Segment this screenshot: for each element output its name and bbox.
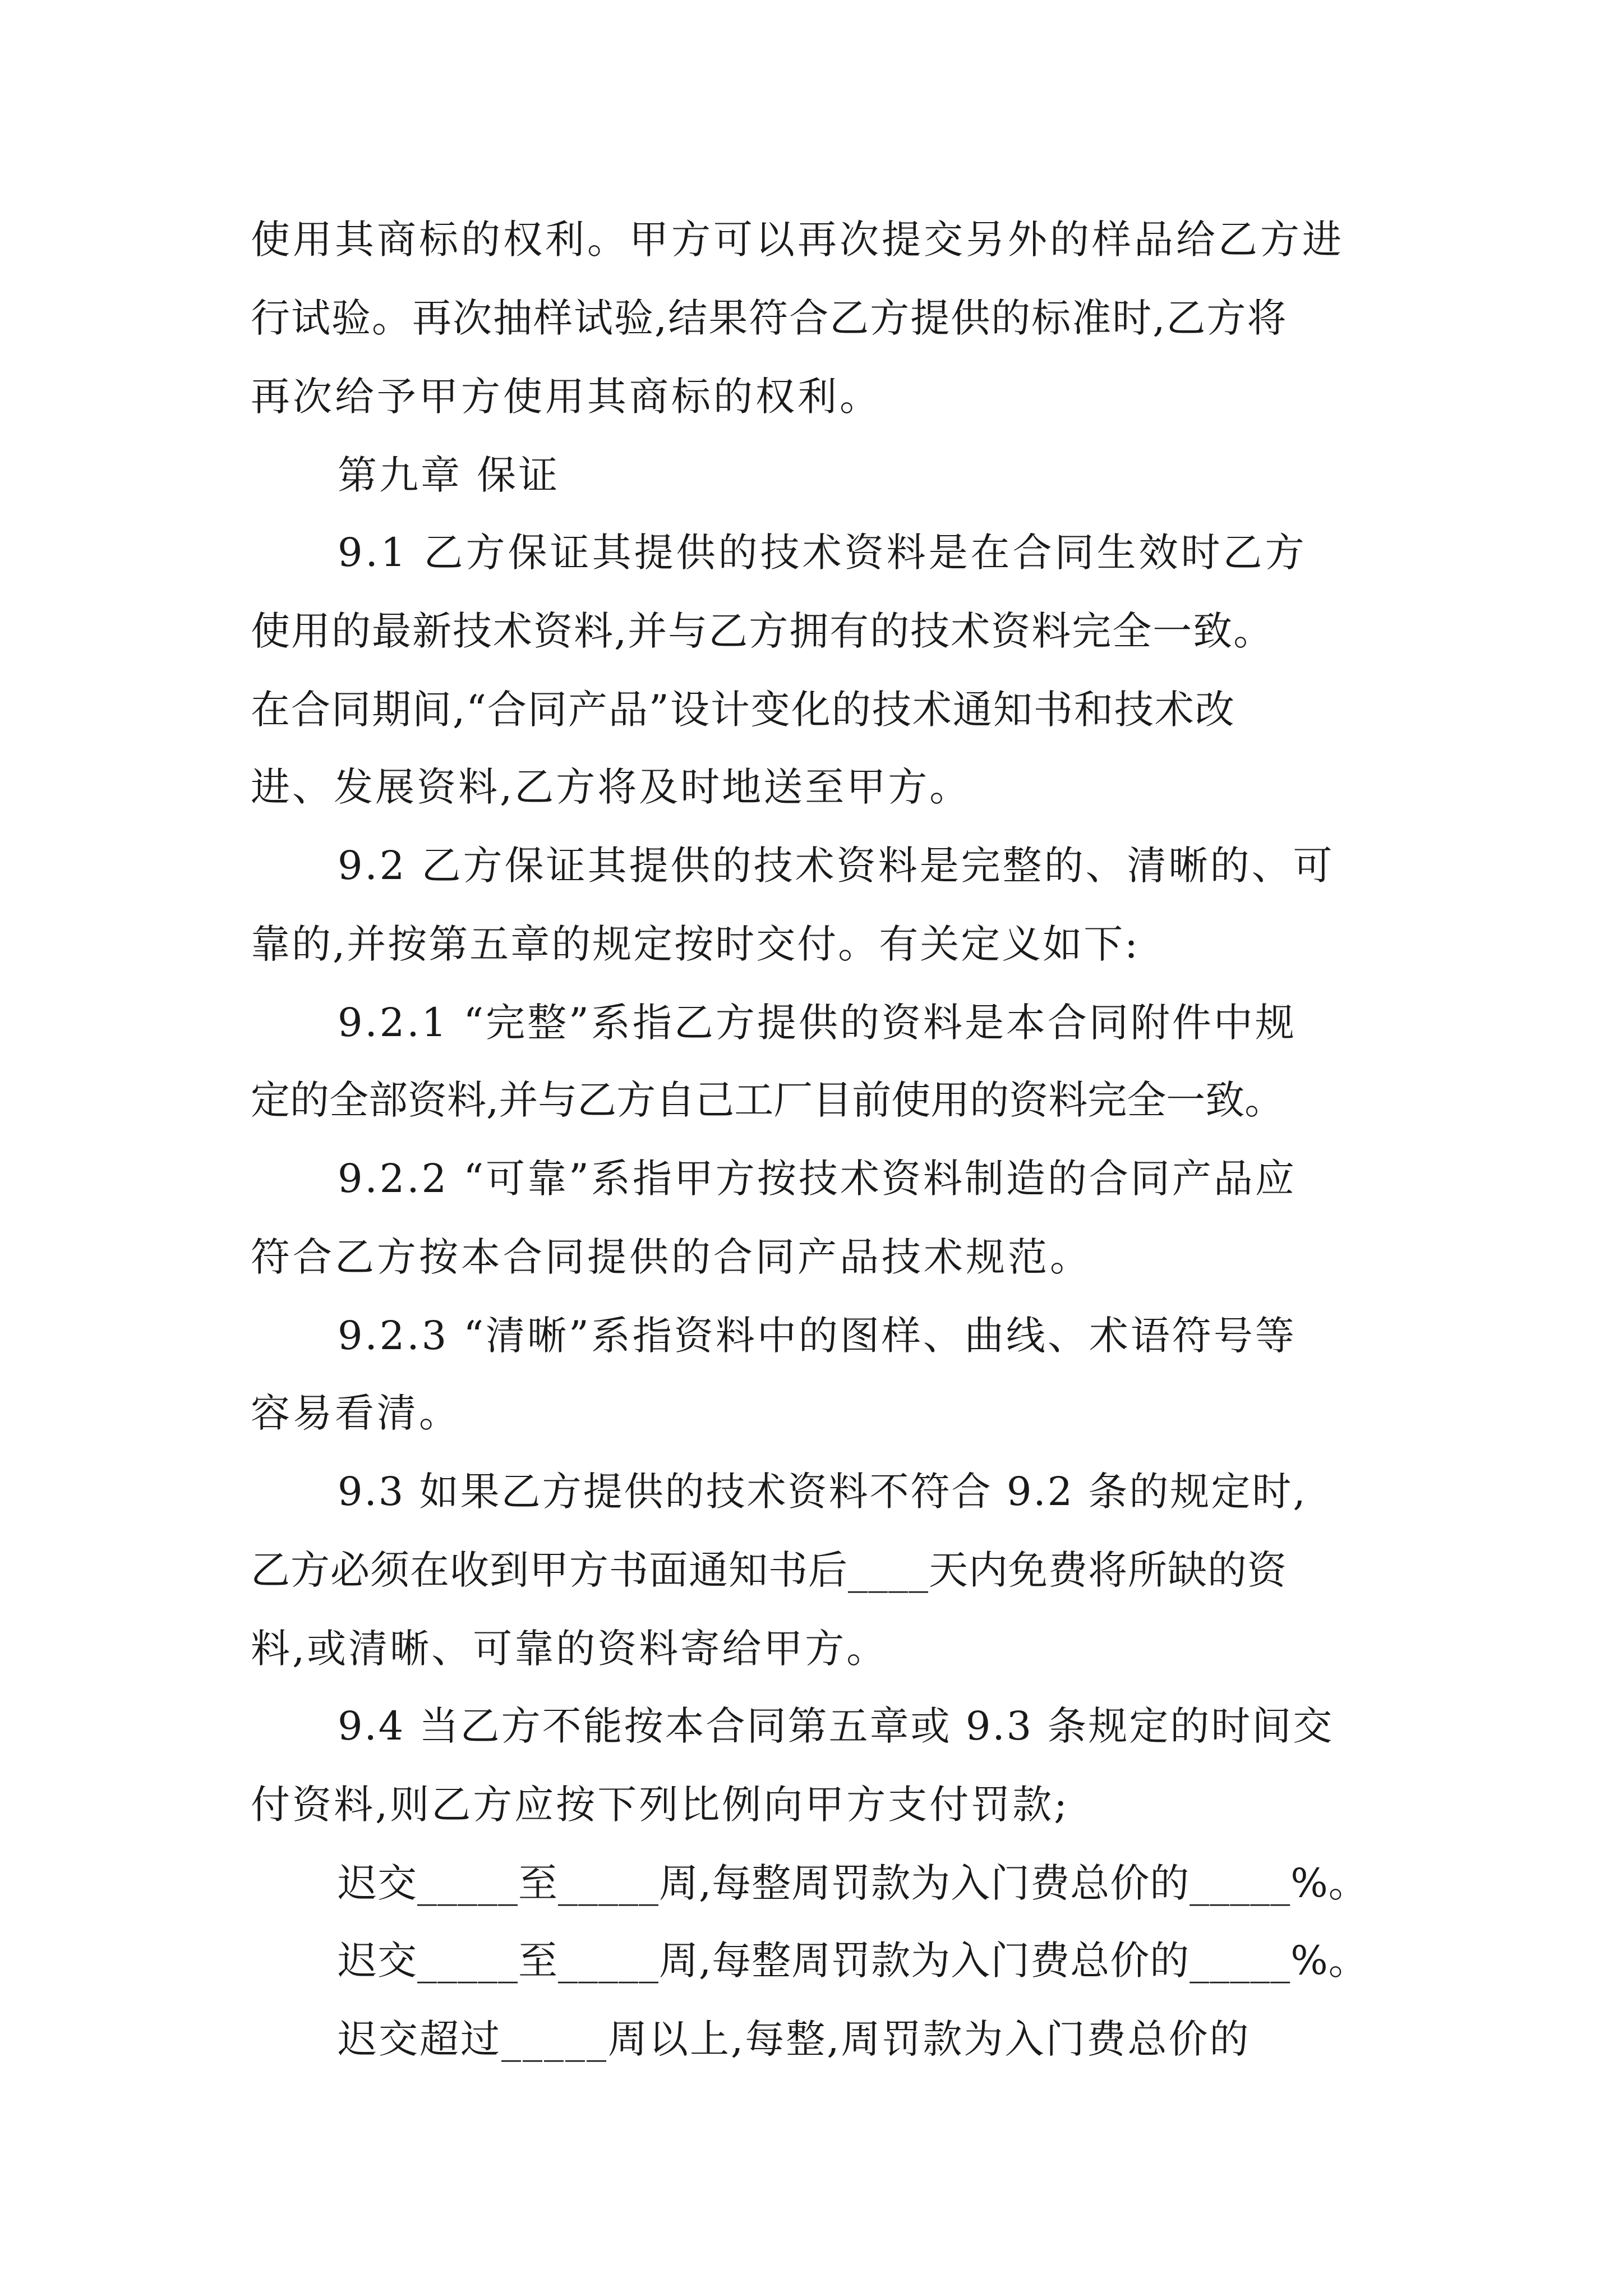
paragraph-line: 容易看清。 [251, 1390, 461, 1436]
clause-9-2-3: 9.2.3 “清晰”系指资料中的图样、曲线、术语符号等 [338, 1313, 1297, 1359]
paragraph-line: 再次给予甲方使用其商标的权利。 [251, 374, 882, 420]
penalty-line: 迟交_____至_____周,每整周罚款为入门费总价的_____%。 [338, 1860, 1368, 1906]
clause-9-4: 9.4 当乙方不能按本合同第五章或 9.3 条规定的时间交 [338, 1703, 1334, 1749]
chapter-heading: 第九章 保证 [338, 452, 560, 498]
paragraph-line: 靠的,并按第五章的规定按时交付。有关定义如下: [251, 921, 1140, 967]
paragraph-line: 进、发展资料,乙方将及时地送至甲方。 [251, 764, 971, 810]
clause-9-1: 9.1 乙方保证其提供的技术资料是在合同生效时乙方 [338, 530, 1307, 576]
paragraph-line: 定的全部资料,并与乙方自己工厂目前使用的资料完全一致。 [251, 1077, 1284, 1123]
paragraph-line: 在合同期间,“合同产品”设计变化的技术通知书和技术改 [251, 687, 1235, 733]
clause-9-2-2: 9.2.2 “可靠”系指甲方按技术资料制造的合同产品应 [338, 1156, 1297, 1202]
paragraph-line: 符合乙方按本合同提供的合同产品技术规范。 [251, 1234, 1092, 1280]
clause-9-2-1: 9.2.1 “完整”系指乙方提供的资料是本合同附件中规 [338, 1000, 1297, 1046]
penalty-line: 迟交超过_____周以上,每整,周罚款为入门费总价的 [338, 2016, 1251, 2062]
penalty-line: 迟交_____至_____周,每整周罚款为入门费总价的_____%。 [338, 1938, 1368, 1984]
clause-9-3: 9.3 如果乙方提供的技术资料不符合 9.2 条的规定时, [338, 1469, 1307, 1515]
paragraph-line: 料,或清晰、可靠的资料寄给甲方。 [251, 1626, 888, 1672]
paragraph-line: 付资料,则乙方应按下列比例向甲方支付罚款; [251, 1782, 1069, 1828]
paragraph-line: 行试验。再次抽样试验,结果符合乙方提供的标准时,乙方将 [251, 295, 1288, 341]
paragraph-line: 乙方必须在收到甲方书面通知书后____天内免费将所缺的资 [251, 1547, 1287, 1593]
paragraph-line: 使用的最新技术资料,并与乙方拥有的技术资料完全一致。 [251, 608, 1274, 654]
paragraph-line: 使用其商标的权利。甲方可以再次提交另外的样品给乙方进 [251, 217, 1344, 263]
clause-9-2: 9.2 乙方保证其提供的技术资料是完整的、清晰的、可 [338, 843, 1335, 889]
